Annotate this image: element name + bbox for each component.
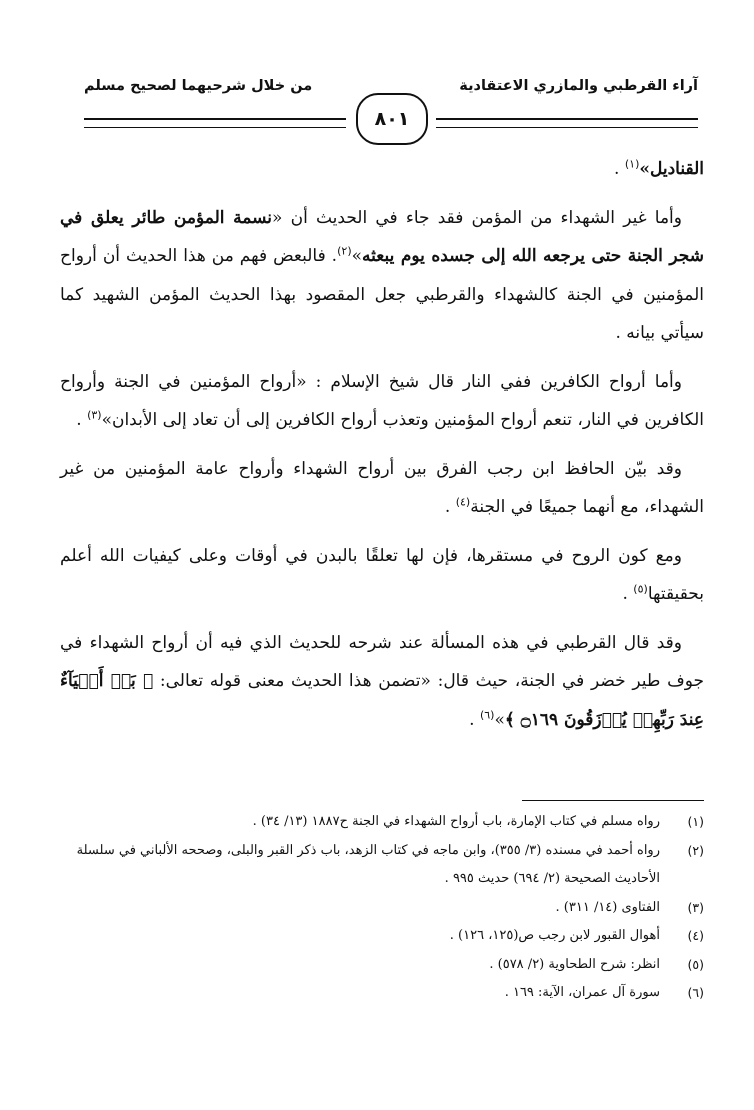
footnote-4 bbox=[74, 922, 704, 951]
hadith-quote: نسمة المؤمن طائر يعلق في شجر الجنة حتى يرجعه الله إلى جسده يوم يبعثه bbox=[60, 207, 704, 266]
footnote-number: (٦) bbox=[687, 985, 704, 1000]
paragraph-3 bbox=[60, 363, 704, 440]
paragraph-text-cont: . فالبعض فهم من هذا الحديث أن أرواح المؤمنين في الجنة كالشهداء والقرطبي جعل المقصود بهذا الحديث المؤمن الشهيد كما سيأتي بيانه . bbox=[60, 246, 704, 343]
footnote-number: (٣) bbox=[687, 899, 704, 915]
paragraph-4 bbox=[60, 450, 704, 527]
header-rule-left bbox=[84, 118, 346, 128]
footnote-ref: (١) bbox=[624, 157, 640, 171]
paragraph-text: ومع كون الروح في مستقرها، فإن لها تعلقًا بالبدن في أوقات وعلى كيفيات الله أعلم بحقيقتها bbox=[60, 545, 704, 604]
header-rule-right bbox=[436, 118, 698, 128]
footnote-ref: (٣) bbox=[87, 408, 102, 422]
footnote-number: (٥) bbox=[687, 956, 704, 972]
page-header bbox=[84, 78, 698, 148]
footnote-text: رواه أحمد في مسنده (٣/ ٣٥٥)، وابن ماجه في كتاب الزهد، باب ذكر القبر والبلى، وصححه الألباني في سلسلة الأحاديث الصحيحة (٢/ ٦٩٤) حديث ٩٩٥ . bbox=[76, 842, 660, 886]
paragraph-5 bbox=[60, 537, 704, 614]
punctuation: . bbox=[614, 159, 620, 179]
footnote-number: (٢) bbox=[687, 842, 704, 858]
quote-close: » bbox=[351, 246, 363, 266]
paragraph-text: وقد بيّن الحافظ ابن رجب الفرق بين أرواح الشهداء وأرواح عامة المؤمنين من غير الشهداء، مع أنهما جميعًا في الجنة bbox=[60, 458, 704, 517]
page-number: ٨٠١ bbox=[356, 93, 428, 145]
footnote-3 bbox=[74, 894, 704, 923]
punctuation: . bbox=[469, 709, 475, 730]
footnote-text: الفتاوى (١٤/ ٣١١) . bbox=[555, 899, 660, 915]
paragraph-6 bbox=[60, 624, 704, 740]
quran-verse: ﴿ بَلۡ أَحۡيَآءٌ عِندَ رَبِّهِمۡ يُرۡزَقُونَ ۝١٦٩ ﴾ bbox=[60, 671, 704, 730]
footnote-ref: (٥) bbox=[633, 582, 648, 596]
footnote-ref: (٦) bbox=[479, 707, 495, 721]
footnote-text: سورة آل عمران، الآية: ١٦٩ . bbox=[504, 985, 660, 1000]
footnote-2 bbox=[74, 837, 704, 894]
footnote-5 bbox=[74, 951, 704, 980]
running-subtitle: من خلال شرحيهما لصحيح مسلم bbox=[84, 78, 313, 94]
footnote-text: رواه مسلم في كتاب الإمارة، باب أرواح الشهداء في الجنة ح١٨٨٧ (١٣/ ٣٤) . bbox=[252, 814, 660, 829]
punctuation: . bbox=[444, 497, 451, 517]
footnote-number: (٤) bbox=[687, 928, 704, 943]
footnote-ref: (٢) bbox=[337, 244, 352, 258]
paragraph-text: القناديل» bbox=[639, 159, 704, 179]
footnote-separator bbox=[522, 800, 704, 801]
quote-close: » bbox=[494, 709, 505, 730]
footnote-text: أهوال القبور لابن رجب ص(١٢٥، ١٢٦) . bbox=[449, 928, 660, 943]
paragraph-text: وأما غير الشهداء من المؤمن فقد جاء في الحديث أن « bbox=[272, 207, 682, 228]
running-title: آراء القرطبي والمازري الاعتقادية bbox=[459, 78, 698, 94]
main-text bbox=[60, 150, 704, 739]
footnote-1 bbox=[74, 808, 704, 837]
punctuation: . bbox=[622, 584, 628, 604]
footnote-6 bbox=[74, 979, 704, 1008]
footnotes bbox=[74, 808, 704, 1008]
paragraph-text: وقد قال القرطبي في هذه المسألة عند شرحه للحديث الذي فيه أن أرواح الشهداء في جوف طير خضر في الجنة، حيث قال: «تضمن هذا الحديث معنى قوله تعالى: bbox=[60, 632, 704, 691]
footnote-text: انظر: شرح الطحاوية (٢/ ٥٧٨) . bbox=[489, 956, 660, 972]
paragraph-2 bbox=[60, 199, 704, 353]
paragraph-text: وأما أرواح الكافرين ففي النار قال شيخ الإسلام : «أرواح المؤمنين في الجنة وأرواح الكافرين في النار، تنعم أرواح المؤمنين وتعذب أرواح الكافرين إلى أن تعاد إلى الأبدان» bbox=[60, 371, 704, 430]
footnote-ref: (٤) bbox=[455, 495, 471, 509]
footnote-number: (١) bbox=[687, 814, 704, 829]
paragraph-1 bbox=[60, 150, 704, 189]
punctuation: . bbox=[76, 410, 82, 430]
